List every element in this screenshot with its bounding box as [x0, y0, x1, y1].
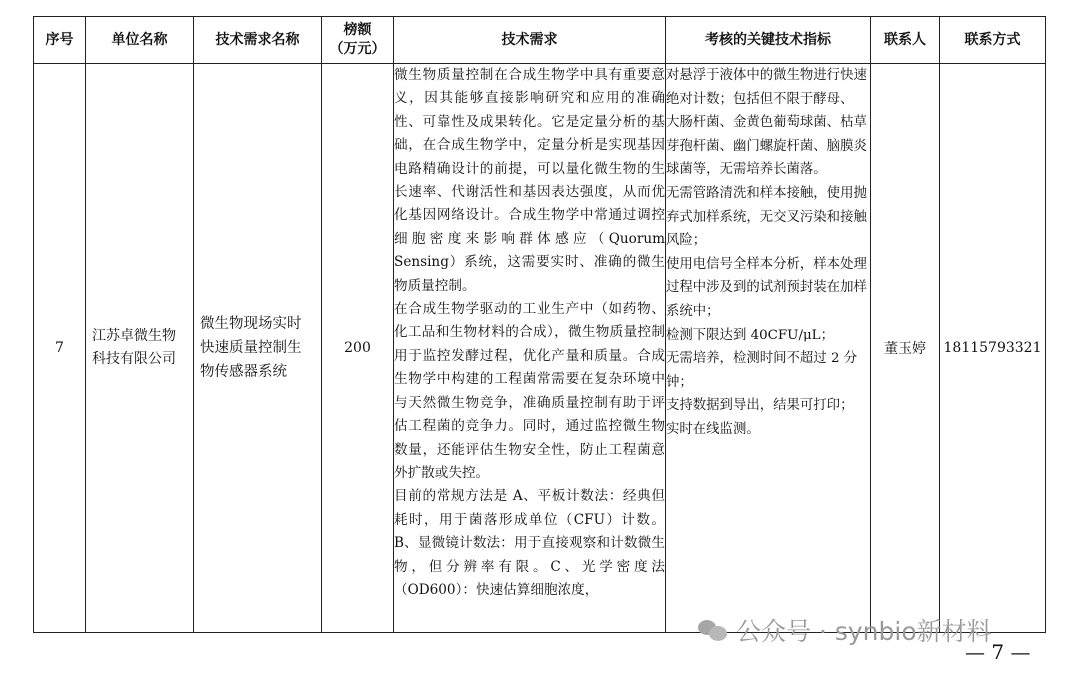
header-amount-line2: （万元） [329, 41, 386, 57]
header-contact: 联系人 [871, 17, 940, 64]
cell-requirement-name-text: 微生物现场实时快速质量控制生物传感器系统 [200, 316, 302, 380]
requirement-paragraph-2: 在合成生物学驱动的工业生产中（如药物、化工品和生物材料的合成），微生物质量控制用于监控发酵过程，优化产量和质量。合成生物学中构建的工程菌常需要在复杂环境中与天然微生物竞争，准确质量控制有助于评估工程菌的竞争力。同时，通过监控微生物数量，还能评估生物安全性，防止工程菌意外扩散或失控。 [394, 301, 665, 481]
header-row [34, 17, 1046, 64]
header-kpi: 考核的关键技术指标 [666, 17, 871, 64]
header-phone: 联系方式 [940, 17, 1046, 64]
watermark-text: 公众号 · synbio新材料 [736, 617, 992, 646]
cell-contact: 董玉婷 [871, 64, 940, 633]
cell-amount: 200 [322, 64, 394, 633]
cell-unit-name [86, 64, 194, 633]
cell-kpi [666, 64, 871, 633]
kpi-item-6: 支持数据到导出，结果可打印； [666, 398, 854, 414]
header-amount-line1: 榜额 [343, 22, 372, 38]
cell-phone: 18115793321 [940, 64, 1046, 633]
cell-unit-name-text: 江苏卓微生物科技有限公司 [92, 328, 176, 367]
requirement-text-block [394, 64, 665, 628]
requirements-table [33, 16, 1046, 633]
kpi-item-5: 无需培养，检测时间不超过 2 分钟； [666, 351, 858, 390]
cell-requirement-name [194, 64, 322, 633]
page-number: — 7 — [965, 640, 1031, 664]
cell-seq: 7 [34, 64, 86, 633]
requirement-paragraph-1: 微生物质量控制在合成生物学中具有重要意义，因其能够直接影响研究和应用的准确性、可靠性及成果转化。它是定量分析的基础，在合成生物学中，定量分析是实现基因电路精确设计的前提，可以量化微生物的生长速率、代谢活性和基因表达强度，从而优化基因网络设计。合成生物学中常通过调控细胞密度来影响群体感应（Quorum Sensing）系统，这需要实时、准确的微生物质量控制。 [394, 67, 665, 294]
wechat-icon [698, 618, 728, 642]
table-row [34, 64, 1046, 633]
cell-requirement [394, 64, 666, 633]
header-seq: 序号 [34, 17, 86, 64]
requirement-paragraph-3: 目前的常规方法是 A、平板计数法：经典但耗时，用于菌落形成单位（CFU）计数。B、显微镜计数法：用于直接观察和计数微生物，但分辨率有限。C、光学密度法（OD600）：快速估算细胞浓度， [394, 488, 665, 598]
kpi-item-7: 实时在线监测。 [666, 421, 760, 437]
kpi-item-4: 检测下限达到 40CFU/μL； [666, 327, 834, 343]
watermark [698, 612, 992, 648]
kpi-item-2: 无需管路清洗和样本接触，使用抛弃式加样系统，无交叉污染和接触风险； [666, 185, 867, 249]
kpi-item-1: 对悬浮于液体中的微生物进行快速绝对计数；包括但不限于酵母、 大肠杆菌、金黄色葡萄球菌、枯草芽孢杆菌、幽门螺旋杆菌、脑膜炎球菌等，无需培养长菌落。 [666, 68, 867, 178]
header-requirement: 技术需求 [394, 17, 666, 64]
header-unit-name: 单位名称 [86, 17, 194, 64]
header-amount [322, 17, 394, 64]
header-requirement-name: 技术需求名称 [194, 17, 322, 64]
kpi-item-3: 使用电信号全样本分析，样本处理过程中涉及到的试剂预封装在加样系统中； [666, 256, 867, 319]
